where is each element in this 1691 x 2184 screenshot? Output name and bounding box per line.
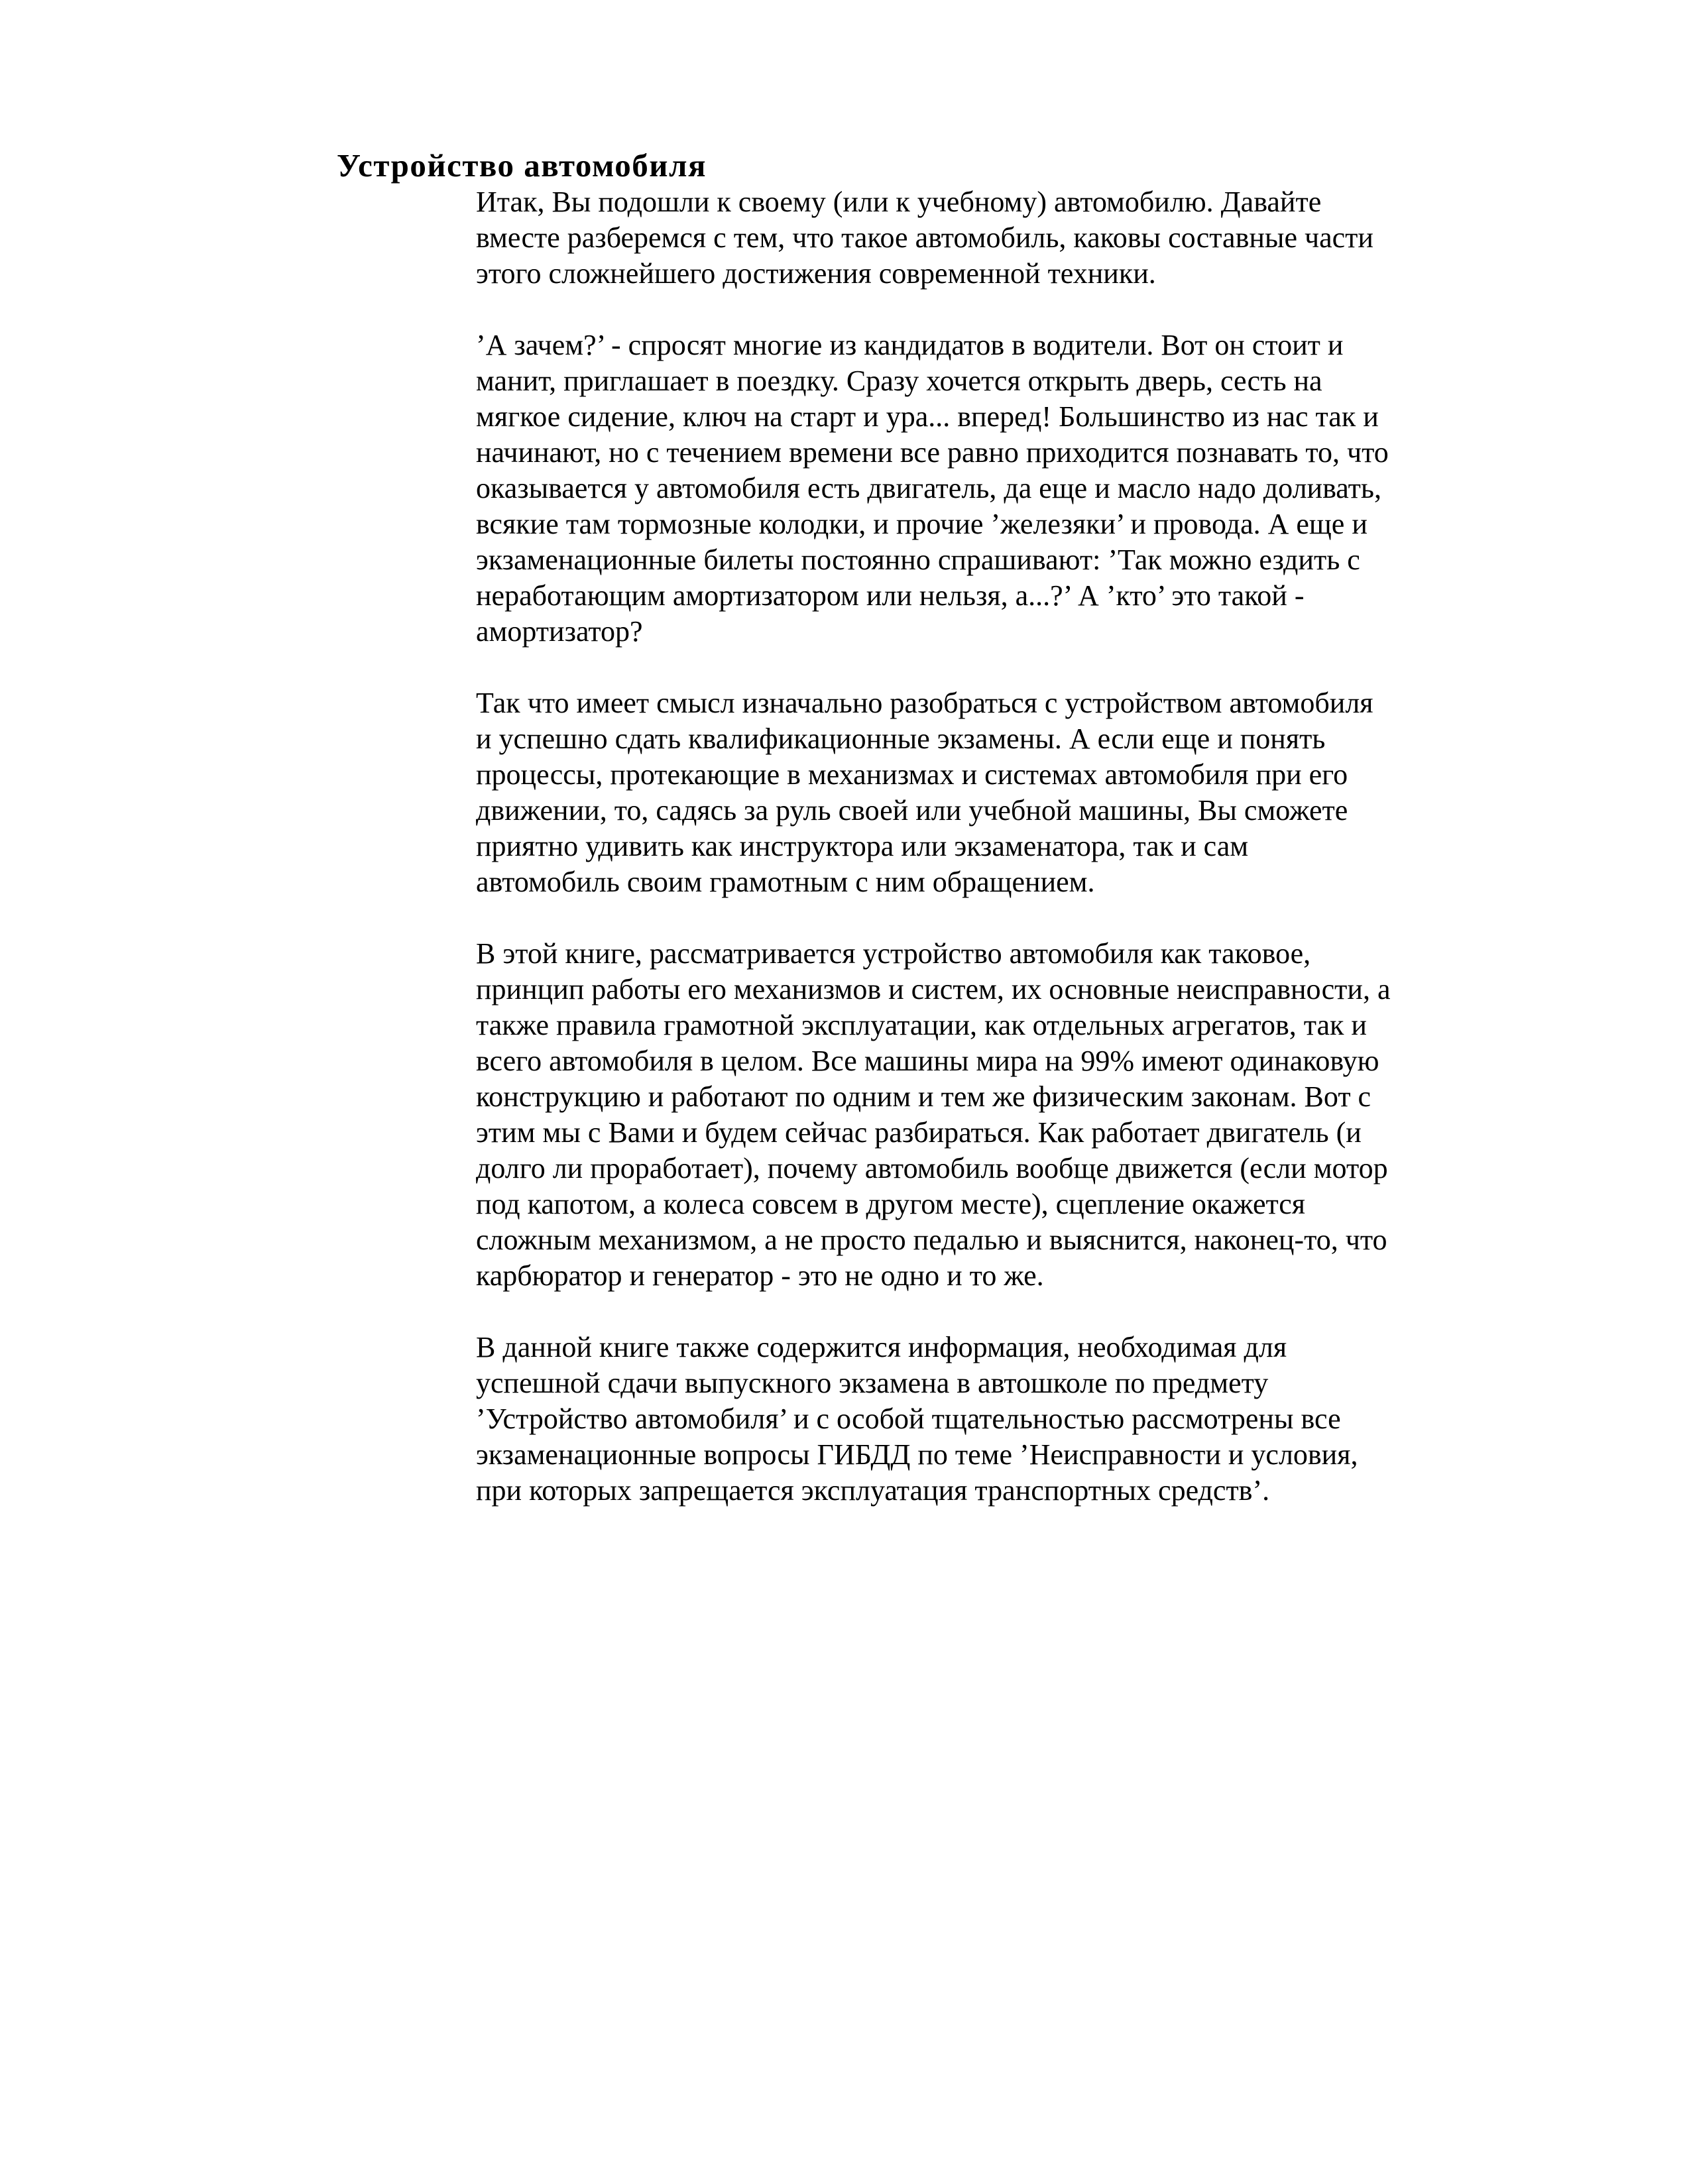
paragraph-why xyxy=(476,327,1470,650)
text-line: В данной книге также содержится информация, необходимая для xyxy=(476,1331,1287,1363)
text-line: всего автомобиля в целом. Все машины мира на 99% имеют одинаковую xyxy=(476,1045,1379,1077)
paragraph-exam xyxy=(476,1330,1470,1509)
text-line: принцип работы его механизмов и систем, их основные неисправности, а xyxy=(476,973,1391,1006)
text-line: Так что имеет смысл изначально разобраться с устройством автомобиля xyxy=(476,687,1373,719)
text-line: также правила грамотной эксплуатации, как отдельных агрегатов, так и xyxy=(476,1009,1367,1041)
text-line: долго ли проработает), почему автомобиль вообще движется (если мотор xyxy=(476,1152,1388,1184)
text-line: движении, то, садясь за руль своей или учебной машины, Вы сможете xyxy=(476,794,1348,827)
text-line: сложным механизмом, а не просто педалью и выяснится, наконец-то, что xyxy=(476,1224,1387,1256)
text-line: всякие там тормозные колодки, и прочие ’железяки’ и провода. А еще и xyxy=(476,508,1368,540)
paragraph-book-scope xyxy=(476,936,1470,1294)
text-line: под капотом, а колеса совсем в другом месте), сцепление окажется xyxy=(476,1188,1306,1220)
text-line: карбюратор и генератор - это не одно и то же. xyxy=(476,1259,1044,1292)
text-line: приятно удивить как инструктора или экзаменатора, так и сам xyxy=(476,830,1249,862)
body-text xyxy=(476,184,1470,1544)
text-line: ’А зачем?’ - спросят многие из кандидатов в водители. Вот он стоит и xyxy=(476,329,1344,361)
text-line: при которых запрещается эксплуатация транспортных средств’. xyxy=(476,1474,1270,1507)
text-line: процессы, протекающие в механизмах и системах автомобиля при его xyxy=(476,758,1348,791)
text-line: начинают, но с течением времени все равно приходится познавать то, что xyxy=(476,436,1389,469)
page-title: Устройство автомобиля xyxy=(337,147,707,184)
text-line: автомобиль своим грамотным с ним обращением. xyxy=(476,866,1095,898)
paragraph-intro xyxy=(476,184,1470,292)
text-line: В этой книге, рассматривается устройство автомобиля как таковое, xyxy=(476,937,1311,970)
text-line: этим мы с Вами и будем сейчас разбираться. Как работает двигатель (и xyxy=(476,1116,1362,1149)
text-line: мягкое сидение, ключ на старт и ура... вперед! Большинство из нас так и xyxy=(476,400,1379,433)
text-line: вместе разберемся с тем, что такое автомобиль, каковы составные части xyxy=(476,221,1373,254)
text-line: оказывается у автомобиля есть двигатель, да еще и масло надо доливать, xyxy=(476,472,1381,504)
text-line: конструкцию и работают по одним и тем же физическим законам. Вот с xyxy=(476,1080,1371,1113)
text-line: успешной сдачи выпускного экзамена в автошколе по предмету xyxy=(476,1367,1269,1399)
paragraph-meaning xyxy=(476,685,1470,900)
text-line: экзаменационные вопросы ГИБДД по теме ’Неисправности и условия, xyxy=(476,1438,1358,1471)
text-line: амортизатор? xyxy=(476,615,643,648)
text-line: Итак, Вы подошли к своему (или к учебному) автомобилю. Давайте xyxy=(476,186,1322,218)
text-line: экзаменационные билеты постоянно спрашивают: ’Так можно ездить с xyxy=(476,544,1360,576)
text-line: неработающим амортизатором или нельзя, а...?’ А ’кто’ это такой - xyxy=(476,579,1305,612)
text-line: ’Устройство автомобиля’ и с особой тщательностью рассмотрены все xyxy=(476,1403,1341,1435)
text-line: и успешно сдать квалификационные экзамены. А если еще и понять xyxy=(476,722,1326,755)
text-line: этого сложнейшего достижения современной техники. xyxy=(476,257,1156,290)
text-line: манит, приглашает в поездку. Сразу хочется открыть дверь, сесть на xyxy=(476,365,1322,397)
